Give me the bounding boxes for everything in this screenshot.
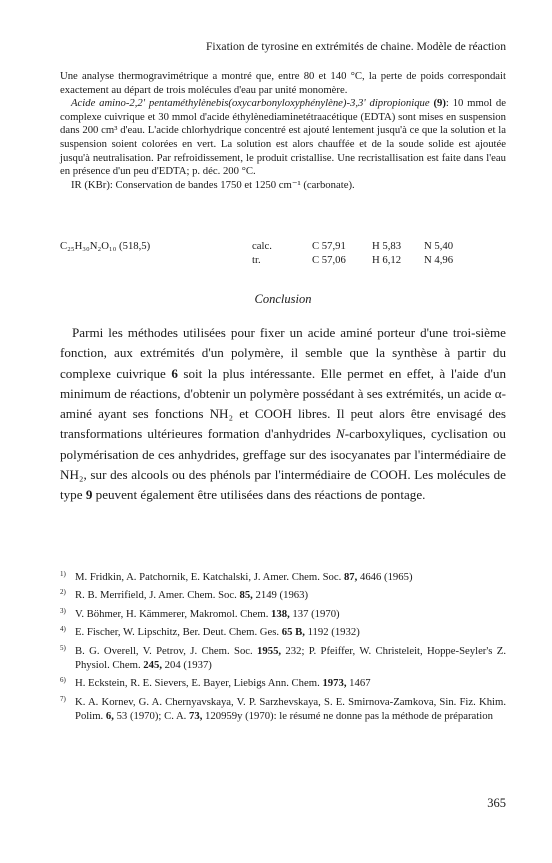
reference-item: 7) K. A. Kornev, G. A. Chernyavskaya, V. P. Sarzhevskaya, S. E. Smirnova-Zamkova, Sin. Fiz. Khim. Polim. 6, 53 (1970); C. A. 73, 120959y (1970): le résumé ne donne pas la méthode de préparation (60, 694, 506, 722)
page-number: 365 (487, 796, 506, 810)
analysis-row-found: tr. C 57,06 H 6,12 N 4,96 (252, 254, 454, 266)
reference-item: 6) H. Eckstein, R. E. Sievers, E. Bayer, Liebigs Ann. Chem. 1973, 1467 (60, 676, 371, 690)
reference-item: 5) B. G. Overell, V. Petrov, J. Chem. Soc. 1955, 232; P. Pfeiffer, W. Christeleit, Hoppe-Seyler's Z. Physiol. Chem. 245, 204 (1937) (60, 643, 506, 671)
analysis-row-calc: C₂₅H₃₀N₂O₁₀ (518,5) calc. C 57,91 H 5,83 N 5,40 (60, 240, 454, 252)
experimental-section (60, 70, 506, 192)
reference-item: 1) M. Fridkin, A. Patchornik, E. Katchalski, J. Amer. Chem. Soc. 87, 4646 (1965) (60, 570, 413, 583)
references-list (60, 570, 506, 727)
reference-item: 3) V. Böhmer, H. Kämmerer, Makromol. Chem. 138, 137 (1970) (60, 606, 340, 620)
acid-paragraph: Acide amino-2,2' pentaméthylènebis(oxycarbonyloxyphénylène)-3,3' dipropionique (9): 10 mmol de complexe cuivrique et 30 mmol d'acide éthylènediaminetétraacétique (EDTA) sont mises en suspension dans 200 cm³ d'eau. L'acide chlorhydrique concentré est ajouté lentement jusqu'à ce que la solution et la suspension soient colorées en vert. La solution est alors chauffée et de la soude solide est ajoutée jusqu'à neutralisation. Par refroidissement, le produit cristallise. Une recristallisation est faite dans l'eau en présence d'un peu d'EDTA; p. déc. 200 °C. (60, 97, 506, 178)
running-header: Fixation de tyrosine en extrémités de chaine. Modèle de réaction (205, 40, 506, 53)
molecular-formula: C₂₅H₃₀N₂O₁₀ (518,5) (60, 240, 151, 252)
conclusion-body (60, 323, 506, 506)
elemental-analysis (60, 240, 506, 268)
compound-name: Acide amino-2,2' pentaméthylènebis(oxycarbonyloxyphénylène)-3,3' dipropionique (71, 97, 430, 110)
ir-line: IR (KBr): Conservation de bandes 1750 et 1250 cm⁻¹ (carbonate). (71, 178, 355, 191)
procedure-text: 10 mmol de complexe cuivrique et 30 mmol d'acide éthylènediaminetétraacétique (EDTA) sont mises en suspension dans 200 cm³ d'eau. L'acide chlorhydrique concentré est ajouté lentement jusqu'à ce que la solution et la suspension soient colorées en vert. La solution est alors chauffée et de la soude solide est ajoutée jusqu'à neutralisation. Par refroidissement, le produit cristallise. Une recristallisation est faite dans l'eau en présence d'un peu d'EDTA; p. déc. 200 °C. (60, 97, 506, 178)
reference-item: 2) R. B. Merrifield, J. Amer. Chem. Soc. 85, 2149 (1963) (60, 588, 309, 602)
section-heading-conclusion: Conclusion (254, 292, 312, 306)
conclusion-paragraph: Parmi les méthodes utilisées pour fixer un acide aminé porteur d'une troi-sième fonction, aux extrémités d'un polymère, il semble que la synthèse à partir du complexe cuivrique 6 soit la plus intéressante. Elle permet en effet, à l'aide d'un minimum de réactions, d'obtenir un polymère possédant à ses extrémités, un acide α-aminé ayant ses fonctions NH₂ et COOH libres. Il peut alors être envisagé des transformations ultérieures formation d'anhydrides N-carboxyliques, cyclisation ou polymérisation de ces anhydrides, greffage sur des isocyanates par l'intermédiaire de NH₂, sur des alcools ou des phénols par l'intermédiaire de COOH. Les molécules de type 9 peuvent également être utilisées dans des réactions de pontage. (60, 325, 506, 503)
compound-number: (9) (433, 97, 446, 110)
intro-paragraph: Une analyse thermogravimétrique a montré que, entre 80 et 140 °C, la perte de poids correspondait exactement au départ de trois molécules d'eau par unité monomère. (60, 70, 506, 96)
reference-item: 4) E. Fischer, W. Lipschitz, Ber. Deut. Chem. Ges. 65 B, 1192 (1932) (60, 625, 360, 639)
